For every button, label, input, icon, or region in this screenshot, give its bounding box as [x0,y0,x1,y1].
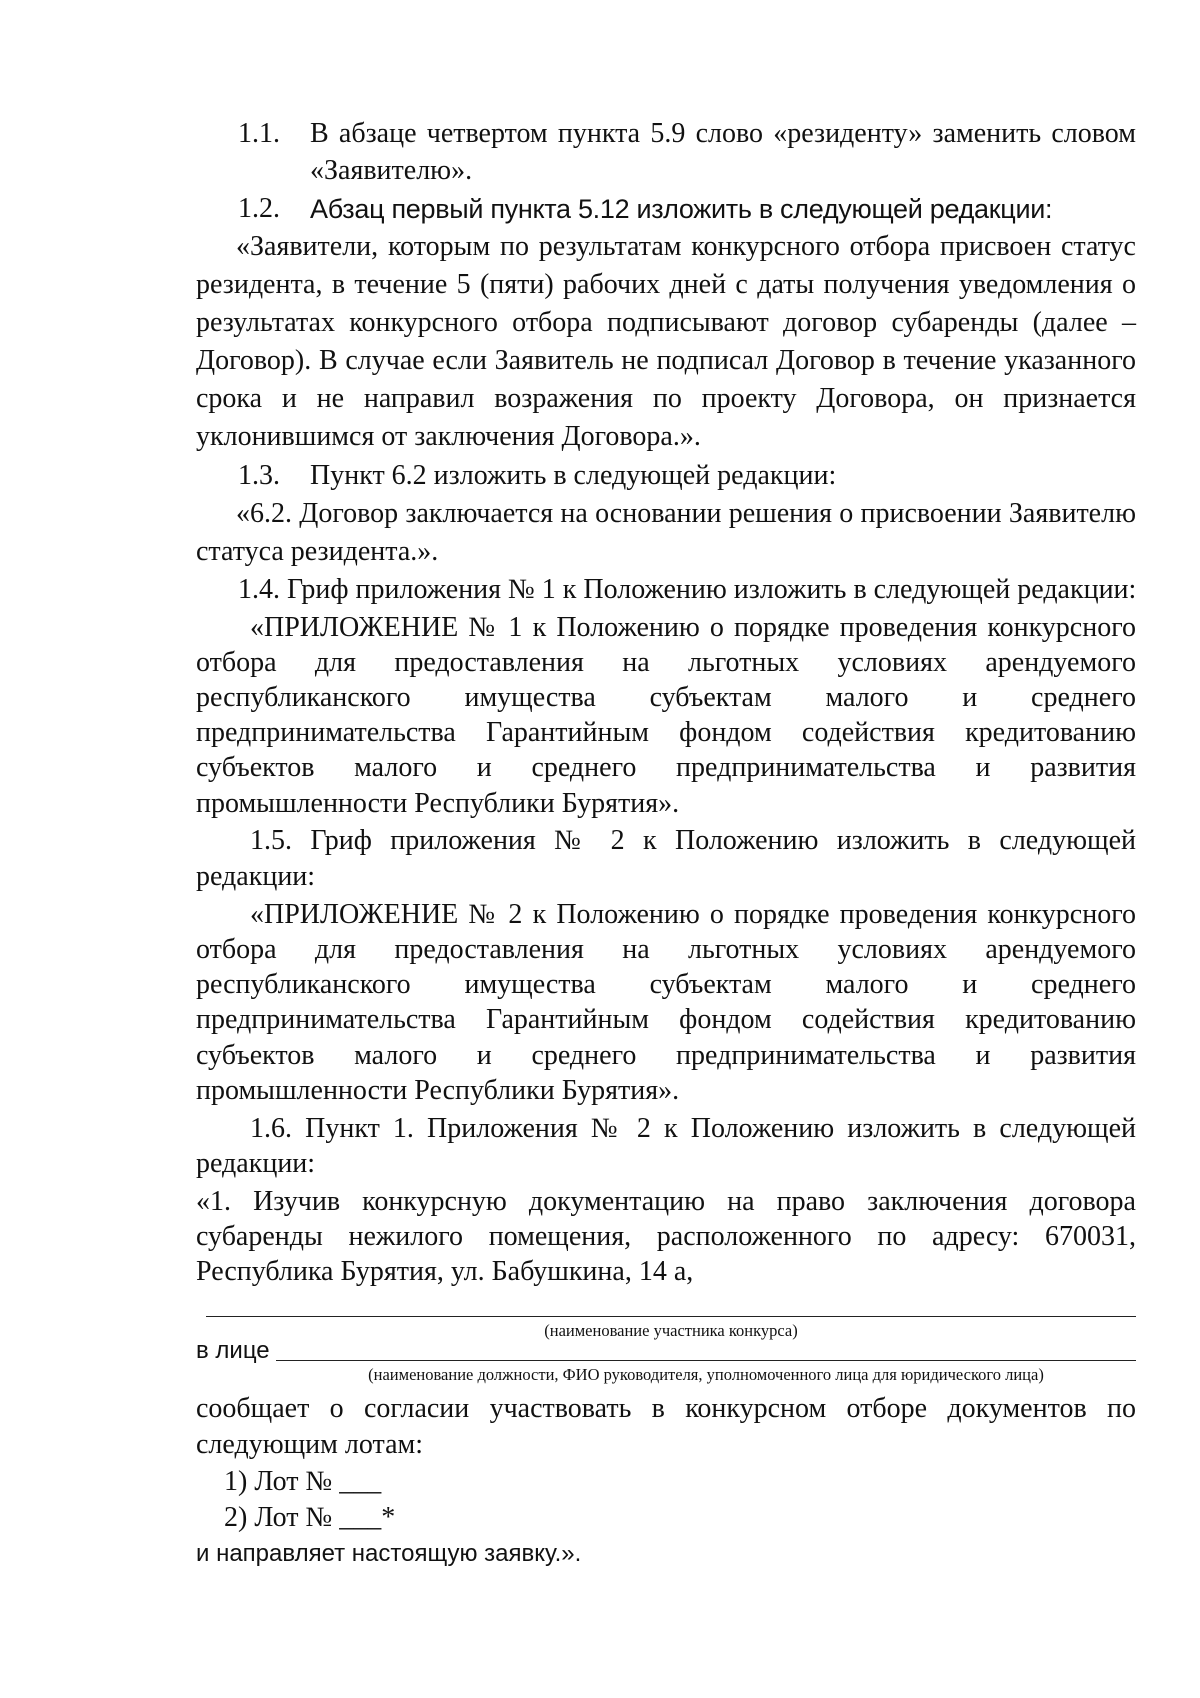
item-1-2-quote-line-2: резидента, в течение 5 (пяти) рабочих дней с даты получения уведомления о [196,269,1136,300]
lot-2: 2) Лот № ___* [224,1502,396,1533]
item-1-5-quote-line-3: республиканского имущества субъектам малого и среднего [196,969,1136,1000]
consent-line-1: сообщает о согласии участвовать в конкурсном отборе документов по [196,1393,1136,1424]
item-1-4-heading: 1.4. Гриф приложения № 1 к Положению изложить в следующей редакции: [238,574,1137,605]
lot-1: 1) Лот № ___ [224,1466,382,1497]
item-1-5-heading-line-1: 1.5. Гриф приложения № 2 к Положению изложить в следующей [250,825,1136,856]
item-1-5-quote-line-1: «ПРИЛОЖЕНИЕ № 2 к Положению о порядке проведения конкурсного [250,899,1136,930]
item-1-4-quote-line-1: «ПРИЛОЖЕНИЕ № 1 к Положению о порядке проведения конкурсного [250,612,1136,643]
item-1-6-quote-line-3: Республика Бурятия, ул. Бабушкина, 14 а, [196,1256,694,1287]
item-1-5-quote-line-2: отбора для предоставления на льготных условиях арендуемого [196,934,1136,965]
item-1-1-line-2: «Заявителю». [310,155,473,186]
item-1-2-quote-line-6: уклонившимся от заключения Договора.». [196,421,701,452]
position-caption: (наименование должности, ФИО руководителя, уполномоченного лица для юридического лица) [368,1365,1044,1384]
item-1-1-number: 1.1. [238,118,280,149]
in-person-label: в лице [196,1337,270,1364]
item-1-2-quote-line-1: «Заявители, которым по результатам конкурсного отбора присвоен статус [236,231,1136,262]
item-1-2-number: 1.2. [238,193,280,224]
item-1-4-quote-line-3: республиканского имущества субъектам малого и среднего [196,682,1136,713]
item-1-5-heading-line-2: редакции: [196,861,316,892]
item-1-4-quote-line-4: предпринимательства Гарантийным фондом содействия кредитованию [196,717,1136,748]
consent-line-2: следующим лотам: [196,1429,423,1460]
item-1-3-number: 1.3. [238,460,280,491]
participant-name-line [206,1316,1136,1317]
item-1-3-heading: Пункт 6.2 изложить в следующей редакции: [310,460,837,491]
item-1-2-quote-line-4: Договор). В случае если Заявитель не подписал Договор в течение указанного [196,345,1136,376]
item-1-6-heading-line-2: редакции: [196,1148,316,1179]
item-1-5-quote-line-5: субъектов малого и среднего предпринимательства и развития [196,1040,1136,1071]
item-1-5-quote-line-6: промышленности Республики Бурятия». [196,1075,680,1106]
item-1-6-quote-line-2: субаренды нежилого помещения, расположенного по адресу: 670031, [196,1221,1136,1252]
item-1-2-quote-line-5: срока и не направил возражения по проекту Договора, он признается [196,383,1136,414]
item-1-5-quote-line-4: предпринимательства Гарантийным фондом содействия кредитованию [196,1004,1136,1035]
item-1-3-quote-line-1: «6.2. Договор заключается на основании решения о присвоении Заявителю [236,498,1136,529]
item-1-6-heading-line-1: 1.6. Пункт 1. Приложения № 2 к Положению изложить в следующей [250,1113,1136,1144]
participant-caption: (наименование участника конкурса) [544,1321,798,1340]
representative-line [276,1360,1136,1361]
item-1-4-quote-line-2: отбора для предоставления на льготных условиях арендуемого [196,647,1136,678]
item-1-2-heading: Абзац первый пункта 5.12 изложить в следующей редакции: [310,194,1053,224]
item-1-4-quote-line-6: промышленности Республики Бурятия». [196,788,680,819]
item-1-3-quote-line-2: статуса резидента.». [196,536,439,567]
item-1-4-quote-line-5: субъектов малого и среднего предпринимательства и развития [196,752,1136,783]
item-1-1-line-1: В абзаце четвертом пункта 5.9 слово «резиденту» заменить словом [310,118,1136,149]
closing-line: и направляет настоящую заявку.». [196,1540,582,1567]
item-1-6-quote-line-1: «1. Изучив конкурсную документацию на право заключения договора [196,1186,1136,1217]
item-1-2-quote-line-3: результатах конкурсного отбора подписывают договор субаренды (далее – [196,307,1136,338]
